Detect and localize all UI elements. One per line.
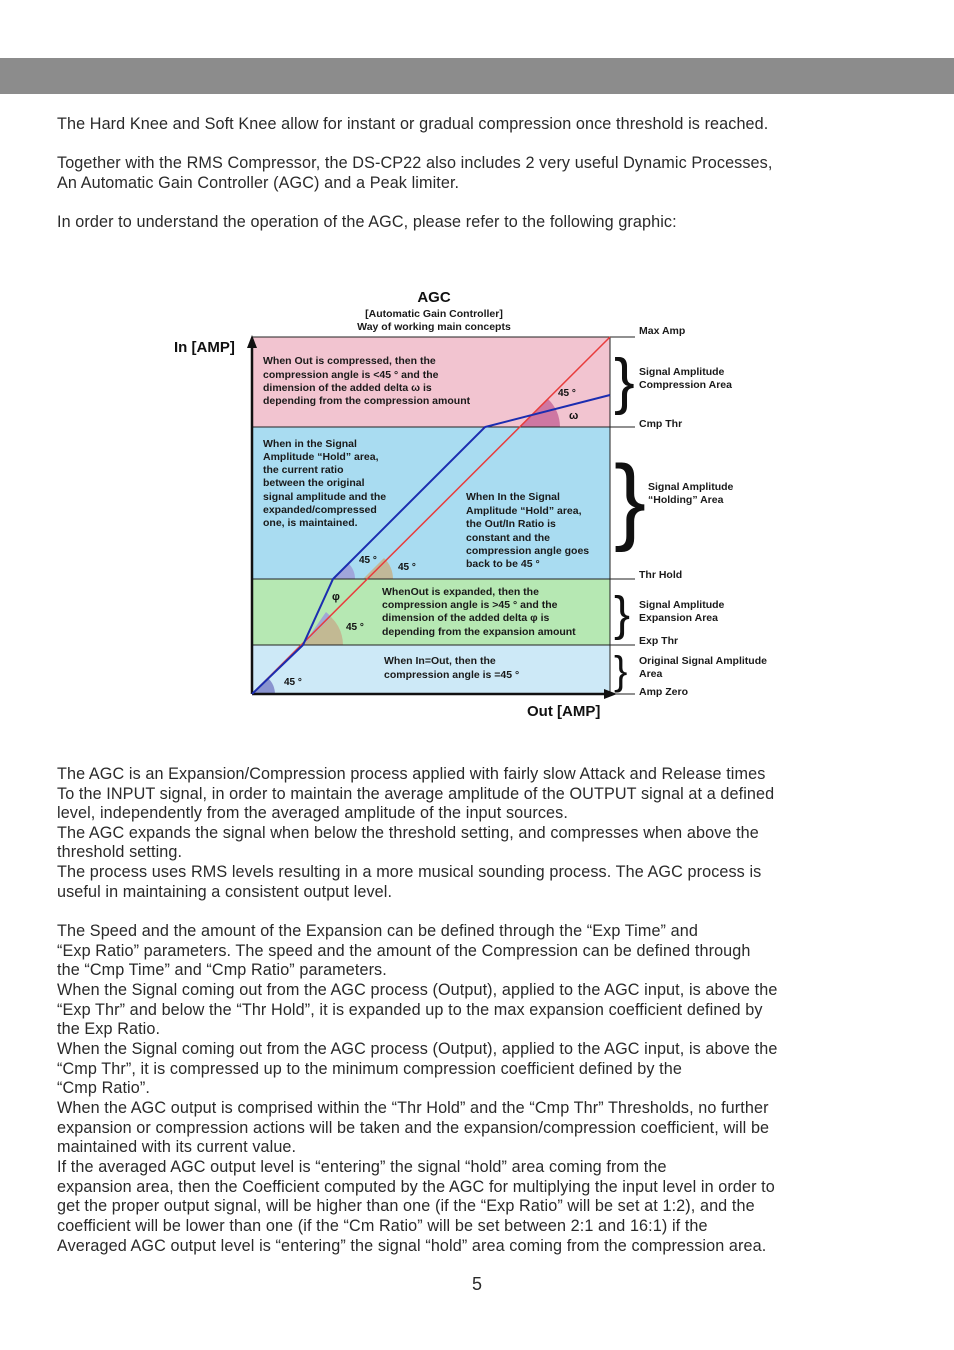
body-line: useful in maintaining a consistent output level. xyxy=(57,883,393,901)
intro-line: Together with the RMS Compressor, the DS-CP22 also includes 2 very useful Dynamic Processes, xyxy=(57,154,773,172)
angle-label: 45 ° xyxy=(346,622,364,633)
area-label: Compression Area xyxy=(639,379,732,391)
angle-label: 45 ° xyxy=(558,388,576,399)
body-line: the “Cmp Time” and “Cmp Ratio” parameters. xyxy=(57,961,387,979)
body-line: coefficient will be lower than one (if the “Cm Ratio” will be set between 2:1 and 16:1) if the xyxy=(57,1217,708,1235)
intro-line: In order to understand the operation of the AGC, please refer to the following graphic: xyxy=(57,213,677,231)
body-line: The process uses RMS levels resulting in a more musical sounding process. The AGC process is xyxy=(57,863,762,881)
body-line: “Exp Ratio” parameters. The speed and the amount of the Compression can be defined through xyxy=(57,942,751,960)
body-line: If the averaged AGC output level is “entering” the signal “hold” area coming from the xyxy=(57,1158,667,1176)
brace-icon: } xyxy=(614,649,628,693)
body-line: “Exp Thr” and below the “Thr Hold”, it is expanded up to the max expansion coefficient defined by xyxy=(57,1001,763,1019)
threshold-label: Thr Hold xyxy=(639,569,683,581)
svg-text:constant and the: constant and the xyxy=(466,532,551,544)
svg-text:compression angle is >45 ° and: compression angle is >45 ° and the xyxy=(382,599,558,611)
body-line: level, independently from the averaged amplitude of the input sources. xyxy=(57,804,568,822)
diagram-subtitle: [Automatic Gain Controller] xyxy=(365,308,503,320)
brace-icon: } xyxy=(614,588,631,641)
body-line: expansion area, then the Coefficient computed by the AGC for multiplying the input level in order to xyxy=(57,1178,775,1196)
angle-label: 45 ° xyxy=(398,562,416,573)
svg-text:signal amplitude and the: signal amplitude and the xyxy=(263,491,387,503)
body-line: the Exp Ratio. xyxy=(57,1020,161,1038)
threshold-label: Amp Zero xyxy=(639,686,689,698)
svg-text:the current ratio: the current ratio xyxy=(263,464,344,476)
body-line: “Cmp Ratio”. xyxy=(57,1079,150,1097)
svg-text:the Out/In Ratio is: the Out/In Ratio is xyxy=(466,518,556,530)
body-line: threshold setting. xyxy=(57,843,183,861)
area-label: Signal Amplitude xyxy=(639,366,725,378)
angle-label: ω xyxy=(569,410,579,422)
svg-text:back to be 45 °: back to be 45 ° xyxy=(466,558,540,570)
area-label: “Holding” Area xyxy=(648,494,724,506)
angle-label: 45 ° xyxy=(284,677,302,688)
svg-text:dimension of the added delta φ: dimension of the added delta φ is xyxy=(382,612,550,624)
svg-text:compression angle goes: compression angle goes xyxy=(466,545,590,557)
svg-text:depending from the expansion a: depending from the expansion amount xyxy=(382,626,576,638)
area-label: Signal Amplitude xyxy=(648,481,734,493)
svg-text:When In the Signal: When In the Signal xyxy=(466,491,560,503)
intro-line: The Hard Knee and Soft Knee allow for instant or gradual compression once threshold is reached. xyxy=(57,115,769,133)
x-axis-label: Out [AMP] xyxy=(527,703,601,720)
svg-text:dimension of the added delta ω: dimension of the added delta ω is xyxy=(263,382,432,394)
body-line: The AGC expands the signal when below the threshold setting, and compresses when above the xyxy=(57,824,759,842)
page-number: 5 xyxy=(471,1274,482,1294)
svg-text:WhenOut is expanded, then the: WhenOut is expanded, then the xyxy=(382,586,539,598)
area-label: Signal Amplitude xyxy=(639,599,725,611)
area-label: Expansion Area xyxy=(639,612,718,624)
svg-text:When Out is compressed, then t: When Out is compressed, then the xyxy=(263,355,436,367)
brace-icon: } xyxy=(614,446,647,553)
body-line: The Speed and the amount of the Expansion can be defined through the “Exp Time” and xyxy=(57,922,698,940)
body-line: When the AGC output is comprised within the “Thr Hold” and the “Cmp Thr” Thresholds, no further xyxy=(57,1099,769,1117)
body-line: Averaged AGC output level is “entering” the signal “hold” area coming from the compression area. xyxy=(57,1237,767,1255)
threshold-label: Max Amp xyxy=(639,325,686,337)
brace-icon: } xyxy=(614,347,635,416)
area-label: Original Signal Amplitude xyxy=(639,655,767,667)
y-axis-label: In [AMP] xyxy=(174,339,235,356)
threshold-label: Cmp Thr xyxy=(639,418,683,430)
body-line: To the INPUT signal, in order to maintain the average amplitude of the OUTPUT signal at a defined xyxy=(57,785,775,803)
svg-text:When in the Signal: When in the Signal xyxy=(263,438,357,450)
svg-text:Amplitude “Hold” area,: Amplitude “Hold” area, xyxy=(263,451,379,463)
diagram-title: AGC xyxy=(417,289,451,306)
svg-text:depending from the compression: depending from the compression amount xyxy=(263,395,471,407)
body-line: When the Signal coming out from the AGC process (Output), applied to the AGC input, is above the xyxy=(57,981,778,999)
svg-text:Amplitude “Hold” area,: Amplitude “Hold” area, xyxy=(466,505,582,517)
svg-text:compression angle is =45 °: compression angle is =45 ° xyxy=(384,669,520,681)
body-line: maintained with its current value. xyxy=(57,1138,297,1156)
body-line: “Cmp Thr”, it is compressed up to the minimum compression coefficient defined by the xyxy=(57,1060,682,1078)
intro-line: An Automatic Gain Controller (AGC) and a Peak limiter. xyxy=(57,174,460,192)
angle-label: φ xyxy=(332,591,340,603)
svg-text:one, is maintained.: one, is maintained. xyxy=(263,517,358,529)
body-line: get the proper output signal, will be higher than one (if the “Exp Ratio” will be set at 1:2), and the xyxy=(57,1197,755,1215)
svg-text:When In=Out, then the: When In=Out, then the xyxy=(384,655,496,667)
svg-text:between the original: between the original xyxy=(263,477,365,489)
svg-text:compression angle is <45 ° and: compression angle is <45 ° and the xyxy=(263,369,439,381)
body-line: The AGC is an Expansion/Compression process applied with fairly slow Attack and Release times xyxy=(57,765,766,783)
body-line: expansion or compression actions will be taken and the expansion/compression coefficient, will be xyxy=(57,1119,770,1137)
diagram-subtitle: Way of working main concepts xyxy=(357,321,511,333)
body-line: When the Signal coming out from the AGC process (Output), applied to the AGC input, is above the xyxy=(57,1040,778,1058)
angle-label: 45 ° xyxy=(359,555,377,566)
svg-text:expanded/compressed: expanded/compressed xyxy=(263,504,377,516)
area-label: Area xyxy=(639,668,663,680)
threshold-label: Exp Thr xyxy=(639,635,679,647)
